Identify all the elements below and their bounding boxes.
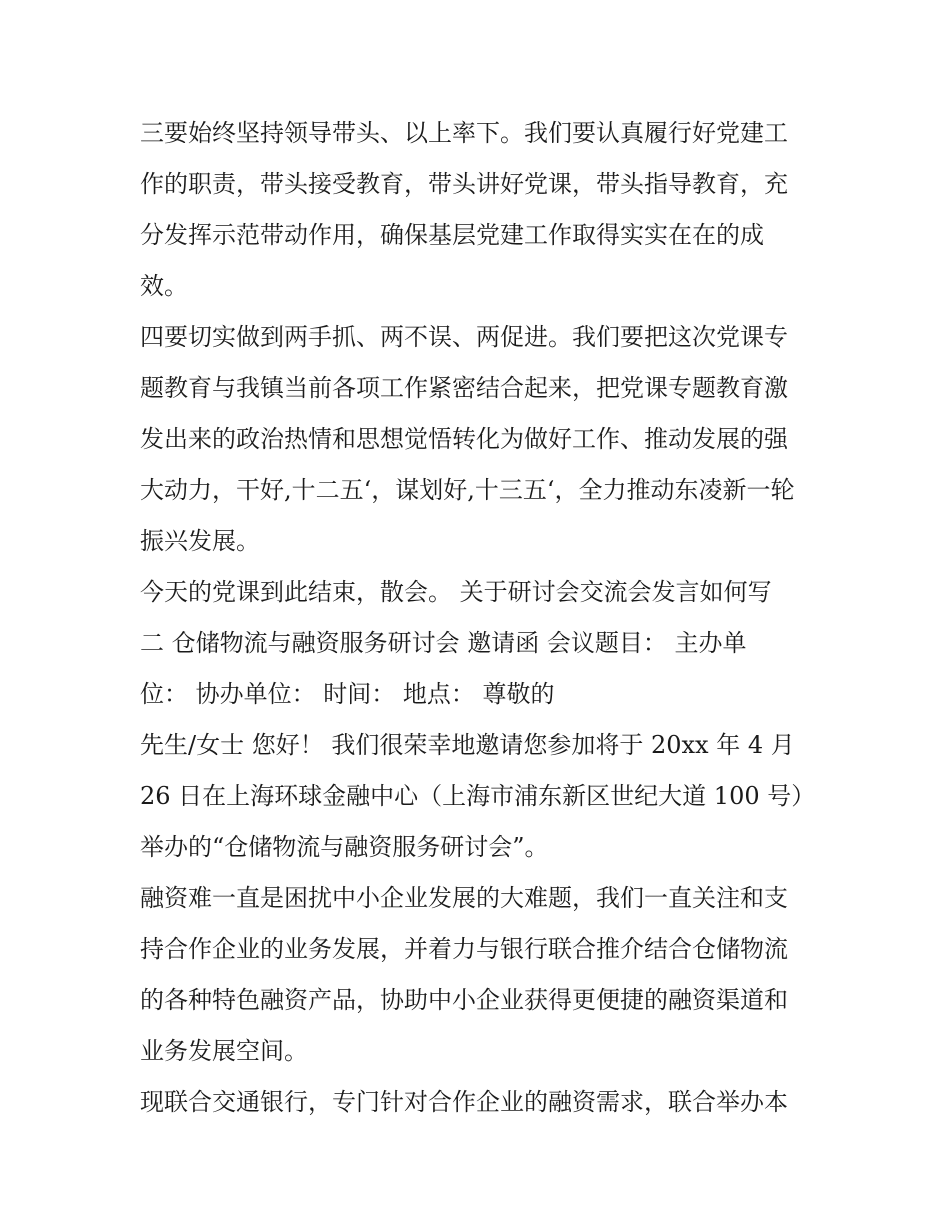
- text-line: 三要始终坚持领导带头、以上率下。我们要认真履行好党建工: [140, 119, 788, 147]
- text-line: 融资难一直是困扰中小企业发展的大难题，我们一直关注和支: [140, 884, 788, 912]
- text-line: 先生/女士 您好！ 我们很荣幸地邀请您参加将于 20xx 年 4 月: [140, 731, 795, 759]
- text-line: 持合作企业的业务发展，并着力与银行联合推介结合仓储物流: [140, 935, 788, 963]
- text-line: 效。: [140, 272, 188, 300]
- text-line: 四要切实做到两手抓、两不误、两促进。我们要把这次党课专: [140, 323, 788, 351]
- text-line: 位： 协办单位： 时间： 地点： 尊敬的: [140, 680, 555, 708]
- text-line: 今天的党课到此结束，散会。 关于研讨会交流会发言如何写: [140, 578, 772, 606]
- text-line: 作的职责，带头接受教育，带头讲好党课，带头指导教育，充: [140, 170, 788, 198]
- text-line: 举办的“仓储物流与融资服务研讨会”。: [140, 833, 549, 861]
- text-line: 发出来的政治热情和思想觉悟转化为做好工作、推动发展的强: [140, 425, 788, 453]
- document-body: [140, 108, 820, 1128]
- text-line: 大动力，干好,十二五‘，谋划好,十三五‘，全力推动东凌新一轮: [140, 476, 795, 504]
- text-line: 分发挥示范带动作用，确保基层党建工作取得实实在在的成: [140, 221, 764, 249]
- text-line: 26 日在上海环球金融中心（上海市浦东新区世纪大道 100 号）: [140, 782, 816, 810]
- text-line: 题教育与我镇当前各项工作紧密结合起来，把党课专题教育激: [140, 374, 788, 402]
- text-line: 二 仓储物流与融资服务研讨会 邀请函 会议题目： 主办单: [140, 629, 747, 657]
- text-line: 业务发展空间。: [140, 1037, 308, 1065]
- text-line: 振兴发展。: [140, 527, 260, 555]
- text-line: 现联合交通银行，专门针对合作企业的融资需求，联合举办本: [140, 1088, 788, 1116]
- text-line: 的各种特色融资产品，协助中小企业获得更便捷的融资渠道和: [140, 986, 788, 1014]
